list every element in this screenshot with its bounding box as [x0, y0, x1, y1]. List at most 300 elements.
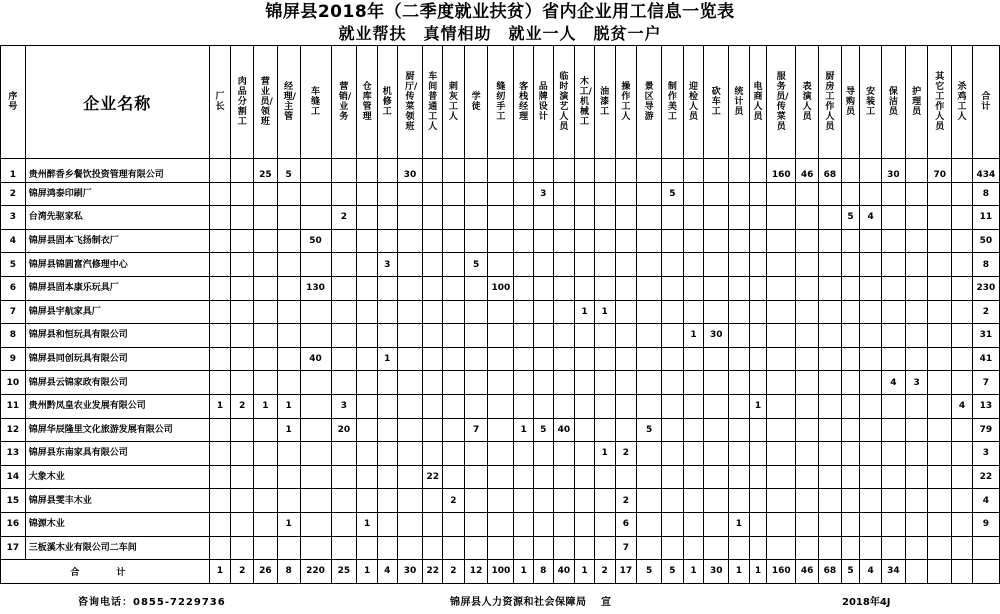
cell-c8 — [377, 489, 397, 513]
cell-c24 — [729, 159, 750, 183]
cell-c16 — [553, 394, 575, 418]
table-row — [1, 300, 1000, 324]
cell-c27 — [796, 465, 819, 489]
cell-c24 — [729, 347, 750, 371]
cell-c25 — [749, 371, 767, 395]
cell-c7 — [357, 489, 378, 513]
cell-c33 — [928, 536, 952, 560]
cell-c17 — [575, 253, 595, 277]
cell-c30 — [860, 276, 882, 300]
cell-c30 — [860, 159, 882, 183]
cell-c4: 1 — [277, 418, 300, 442]
cell-c25 — [749, 324, 767, 348]
cell-c22 — [683, 371, 704, 395]
cell-c27 — [796, 229, 819, 253]
cell-c9 — [397, 206, 423, 230]
cell-c34: 4 — [952, 394, 973, 418]
cell-c26 — [767, 206, 796, 230]
cell-c29 — [841, 324, 860, 348]
cell-c16 — [553, 324, 575, 348]
cell-c31 — [881, 512, 905, 536]
cell-c7 — [357, 418, 378, 442]
cell-c4: 1 — [277, 394, 300, 418]
cell-c3 — [254, 276, 278, 300]
cell-c15 — [533, 371, 553, 395]
cell-c13 — [488, 324, 514, 348]
header-label: 安装工 — [866, 87, 876, 117]
cell-c29 — [841, 418, 860, 442]
cell-c20 — [637, 324, 662, 348]
cell-c1 — [209, 371, 231, 395]
cell-c9 — [397, 371, 423, 395]
row-index: 12 — [1, 418, 26, 442]
cell-c16 — [553, 300, 575, 324]
cell-c1 — [209, 324, 231, 348]
cell-c24 — [729, 324, 750, 348]
cell-c5 — [300, 418, 331, 442]
cell-c31 — [881, 253, 905, 277]
cell-c19: 2 — [615, 489, 637, 513]
cell-c11 — [443, 512, 465, 536]
cell-c5 — [300, 182, 331, 206]
cell-c15: 3 — [533, 182, 553, 206]
table-row — [1, 253, 1000, 277]
cell-c26 — [767, 418, 796, 442]
cell-c17 — [575, 465, 595, 489]
cell-c14 — [514, 371, 534, 395]
company-name: 锦屏县固本康乐玩具厂 — [25, 276, 209, 300]
cell-c5 — [300, 253, 331, 277]
cell-c28 — [818, 324, 841, 348]
cell-c26 — [767, 512, 796, 536]
header-total — [972, 46, 999, 159]
cell-c11 — [443, 465, 465, 489]
header-idx — [1, 46, 26, 159]
cell-c14 — [514, 465, 534, 489]
row-index: 9 — [1, 347, 26, 371]
cell-c15 — [533, 253, 553, 277]
page-title: 锦屏县2018年（二季度就业扶贫）省内企业用工信息一览表 — [265, 2, 735, 22]
cell-c2 — [231, 206, 254, 230]
cell-c5: 130 — [300, 276, 331, 300]
row-index: 4 — [1, 229, 26, 253]
cell-c19 — [615, 347, 637, 371]
cell-c4 — [277, 489, 300, 513]
cell-c7 — [357, 182, 378, 206]
cell-total: 9 — [972, 512, 999, 536]
cell-c13 — [488, 418, 514, 442]
cell-c22 — [683, 253, 704, 277]
cell-c17 — [575, 371, 595, 395]
cell-c16 — [553, 182, 575, 206]
cell-c18 — [594, 159, 615, 183]
cell-c6 — [331, 371, 357, 395]
cell-c3 — [254, 442, 278, 466]
cell-c6 — [331, 512, 357, 536]
cell-c29 — [841, 182, 860, 206]
cell-c26 — [767, 371, 796, 395]
cell-c20 — [637, 536, 662, 560]
total-c13: 100 — [488, 560, 514, 584]
cell-c24 — [729, 418, 750, 442]
cell-c15 — [533, 300, 553, 324]
cell-c30: 4 — [860, 206, 882, 230]
cell-c2 — [231, 371, 254, 395]
footer-date: 2018年4J — [842, 597, 891, 608]
cell-c4 — [277, 276, 300, 300]
cell-c32 — [905, 442, 928, 466]
cell-c28 — [818, 253, 841, 277]
cell-c30 — [860, 182, 882, 206]
header-label: 临时演艺人员 — [559, 72, 569, 132]
cell-c1 — [209, 442, 231, 466]
cell-c4 — [277, 536, 300, 560]
header-c25 — [749, 46, 767, 159]
cell-c25 — [749, 253, 767, 277]
total-c30: 4 — [860, 560, 882, 584]
row-index: 8 — [1, 324, 26, 348]
header-c26 — [767, 46, 796, 159]
cell-c2 — [231, 418, 254, 442]
cell-c18 — [594, 276, 615, 300]
cell-c4 — [277, 347, 300, 371]
total-c31: 34 — [881, 560, 905, 584]
cell-c24 — [729, 536, 750, 560]
cell-c23 — [704, 442, 729, 466]
cell-c21 — [661, 371, 683, 395]
cell-total: 7 — [972, 371, 999, 395]
header-label: 刺灰工人 — [448, 82, 458, 122]
cell-c19: 2 — [615, 442, 637, 466]
total-c9: 30 — [397, 560, 423, 584]
cell-c33 — [928, 206, 952, 230]
cell-c22 — [683, 229, 704, 253]
cell-c21 — [661, 229, 683, 253]
cell-c9 — [397, 276, 423, 300]
cell-c8 — [377, 418, 397, 442]
cell-c15 — [533, 442, 553, 466]
cell-c19 — [615, 253, 637, 277]
cell-c7 — [357, 206, 378, 230]
cell-c21 — [661, 253, 683, 277]
header-c23 — [704, 46, 729, 159]
cell-c30 — [860, 512, 882, 536]
cell-c30 — [860, 489, 882, 513]
cell-c33 — [928, 465, 952, 489]
cell-c30 — [860, 465, 882, 489]
company-name: 锦屏县宇航家具厂 — [25, 300, 209, 324]
cell-c34 — [952, 489, 973, 513]
header-label: 护理员 — [912, 87, 922, 117]
cell-c33 — [928, 442, 952, 466]
table-header-row — [1, 46, 1000, 159]
header-label: 服务员/传菜员 — [776, 72, 789, 132]
cell-c19 — [615, 159, 637, 183]
cell-c1 — [209, 276, 231, 300]
cell-c29 — [841, 347, 860, 371]
header-c6 — [331, 46, 357, 159]
cell-c17 — [575, 206, 595, 230]
cell-c29: 5 — [841, 206, 860, 230]
cell-c25 — [749, 489, 767, 513]
header-c29 — [841, 46, 860, 159]
cell-c27: 46 — [796, 159, 819, 183]
cell-c7 — [357, 536, 378, 560]
cell-c15 — [533, 465, 553, 489]
row-index: 17 — [1, 536, 26, 560]
cell-c25 — [749, 206, 767, 230]
cell-c19 — [615, 229, 637, 253]
cell-c18 — [594, 253, 615, 277]
table-row — [1, 371, 1000, 395]
header-c18 — [594, 46, 615, 159]
header-c34 — [952, 46, 973, 159]
cell-c20 — [637, 394, 662, 418]
cell-c10 — [423, 418, 443, 442]
header-c4 — [277, 46, 300, 159]
row-index: 7 — [1, 300, 26, 324]
total-c25: 1 — [749, 560, 767, 584]
cell-c16 — [553, 253, 575, 277]
total-total — [972, 560, 999, 584]
cell-c26 — [767, 229, 796, 253]
cell-c2 — [231, 536, 254, 560]
cell-c27 — [796, 324, 819, 348]
cell-c20 — [637, 465, 662, 489]
cell-c22 — [683, 536, 704, 560]
cell-c5 — [300, 489, 331, 513]
cell-c15: 5 — [533, 418, 553, 442]
cell-c17: 1 — [575, 300, 595, 324]
cell-c27 — [796, 347, 819, 371]
cell-c20 — [637, 276, 662, 300]
cell-c33 — [928, 347, 952, 371]
cell-c23 — [704, 206, 729, 230]
cell-c29 — [841, 536, 860, 560]
cell-c17 — [575, 276, 595, 300]
cell-c20 — [637, 300, 662, 324]
cell-c18 — [594, 512, 615, 536]
cell-c27 — [796, 512, 819, 536]
table-row — [1, 182, 1000, 206]
cell-c28 — [818, 465, 841, 489]
total-c8: 4 — [377, 560, 397, 584]
cell-c8: 3 — [377, 253, 397, 277]
cell-c10 — [423, 394, 443, 418]
cell-c6 — [331, 324, 357, 348]
cell-c16 — [553, 489, 575, 513]
cell-c27 — [796, 442, 819, 466]
row-index: 3 — [1, 206, 26, 230]
header-c14 — [514, 46, 534, 159]
cell-c19 — [615, 418, 637, 442]
cell-c34 — [952, 442, 973, 466]
cell-c2 — [231, 182, 254, 206]
cell-c18: 1 — [594, 442, 615, 466]
cell-c9 — [397, 512, 423, 536]
cell-c27 — [796, 206, 819, 230]
header-c21 — [661, 46, 683, 159]
cell-c3 — [254, 300, 278, 324]
cell-c14 — [514, 253, 534, 277]
cell-c21 — [661, 300, 683, 324]
cell-c28 — [818, 418, 841, 442]
cell-c17 — [575, 418, 595, 442]
cell-c23 — [704, 347, 729, 371]
header-c24 — [729, 46, 750, 159]
cell-c10 — [423, 253, 443, 277]
cell-c16 — [553, 442, 575, 466]
cell-c16 — [553, 536, 575, 560]
total-c7: 1 — [357, 560, 378, 584]
header-label: 学徒 — [471, 92, 481, 112]
cell-c31 — [881, 324, 905, 348]
cell-c34 — [952, 182, 973, 206]
cell-c14 — [514, 229, 534, 253]
cell-total: 41 — [972, 347, 999, 371]
cell-c27 — [796, 276, 819, 300]
cell-c27 — [796, 418, 819, 442]
table-row — [1, 418, 1000, 442]
cell-c12 — [464, 347, 488, 371]
cell-c24 — [729, 276, 750, 300]
cell-c14 — [514, 489, 534, 513]
cell-c27 — [796, 489, 819, 513]
cell-c22: 1 — [683, 324, 704, 348]
total-c21: 5 — [661, 560, 683, 584]
table-row — [1, 465, 1000, 489]
cell-c25 — [749, 182, 767, 206]
cell-c28 — [818, 442, 841, 466]
cell-c17 — [575, 229, 595, 253]
table-row — [1, 206, 1000, 230]
row-index: 2 — [1, 182, 26, 206]
cell-c3 — [254, 371, 278, 395]
cell-c14 — [514, 347, 534, 371]
cell-c7 — [357, 229, 378, 253]
company-name: 锦屏县固本飞扬制衣厂 — [25, 229, 209, 253]
footer-org: 锦屏县人力资源和社会保障局 宣 — [450, 597, 612, 608]
cell-c10: 22 — [423, 465, 443, 489]
company-name: 贵州黔凤皇农业发展有限公司 — [25, 394, 209, 418]
cell-c32 — [905, 300, 928, 324]
company-name: 锦屏县东南家具有限公司 — [25, 442, 209, 466]
cell-c28 — [818, 300, 841, 324]
cell-c19 — [615, 394, 637, 418]
cell-c15 — [533, 394, 553, 418]
header-label: 砍车工 — [711, 87, 721, 117]
cell-c13 — [488, 159, 514, 183]
cell-c1 — [209, 206, 231, 230]
total-c24: 1 — [729, 560, 750, 584]
cell-c34 — [952, 347, 973, 371]
cell-c8 — [377, 182, 397, 206]
cell-c17 — [575, 159, 595, 183]
cell-c12 — [464, 536, 488, 560]
cell-c28 — [818, 536, 841, 560]
cell-c3 — [254, 229, 278, 253]
cell-c30 — [860, 229, 882, 253]
cell-c21 — [661, 394, 683, 418]
cell-c26 — [767, 300, 796, 324]
cell-c26 — [767, 276, 796, 300]
cell-c33 — [928, 394, 952, 418]
cell-c21: 5 — [661, 182, 683, 206]
cell-c13 — [488, 347, 514, 371]
cell-c18 — [594, 536, 615, 560]
total-c27: 46 — [796, 560, 819, 584]
cell-c20: 5 — [637, 418, 662, 442]
cell-c6 — [331, 182, 357, 206]
cell-c32 — [905, 536, 928, 560]
cell-c13 — [488, 229, 514, 253]
cell-c12 — [464, 394, 488, 418]
cell-c24: 1 — [729, 512, 750, 536]
row-index: 6 — [1, 276, 26, 300]
cell-c21 — [661, 536, 683, 560]
cell-c17 — [575, 182, 595, 206]
cell-c32 — [905, 159, 928, 183]
cell-c25 — [749, 418, 767, 442]
cell-c17 — [575, 347, 595, 371]
header-label: 厨厅/传菜领班 — [405, 72, 418, 132]
cell-c10 — [423, 371, 443, 395]
cell-c16 — [553, 159, 575, 183]
table-row — [1, 489, 1000, 513]
cell-c30 — [860, 394, 882, 418]
cell-total: 11 — [972, 206, 999, 230]
header-label: 品牌设计 — [538, 82, 548, 122]
cell-c31 — [881, 394, 905, 418]
row-index: 10 — [1, 371, 26, 395]
cell-c8 — [377, 229, 397, 253]
cell-c15 — [533, 512, 553, 536]
cell-c28 — [818, 489, 841, 513]
page-subtitle: 就业帮扶 真情相助 就业一人 脱贫一户 — [338, 24, 662, 43]
cell-c9 — [397, 465, 423, 489]
cell-c6 — [331, 300, 357, 324]
header-c19 — [615, 46, 637, 159]
cell-c30 — [860, 300, 882, 324]
cell-c20 — [637, 182, 662, 206]
cell-total: 50 — [972, 229, 999, 253]
cell-c9 — [397, 182, 423, 206]
table-row — [1, 159, 1000, 183]
header-c31 — [881, 46, 905, 159]
header-label: 仓库管理 — [362, 82, 372, 122]
company-name: 锦屏华辰隆里文化旅游发展有限公司 — [25, 418, 209, 442]
cell-c20 — [637, 347, 662, 371]
total-c5: 220 — [300, 560, 331, 584]
cell-c25 — [749, 512, 767, 536]
cell-c7 — [357, 253, 378, 277]
cell-c13 — [488, 536, 514, 560]
cell-c2 — [231, 253, 254, 277]
cell-c12: 7 — [464, 418, 488, 442]
cell-c30 — [860, 536, 882, 560]
header-c5 — [300, 46, 331, 159]
company-name: 锦屏县同创玩具有限公司 — [25, 347, 209, 371]
cell-c11 — [443, 182, 465, 206]
cell-c16 — [553, 229, 575, 253]
company-name: 三板溪木业有限公司二车间 — [25, 536, 209, 560]
cell-c11: 2 — [443, 489, 465, 513]
cell-c23 — [704, 276, 729, 300]
header-c33 — [928, 46, 952, 159]
total-c2: 2 — [231, 560, 254, 584]
cell-c12 — [464, 300, 488, 324]
cell-c18 — [594, 324, 615, 348]
